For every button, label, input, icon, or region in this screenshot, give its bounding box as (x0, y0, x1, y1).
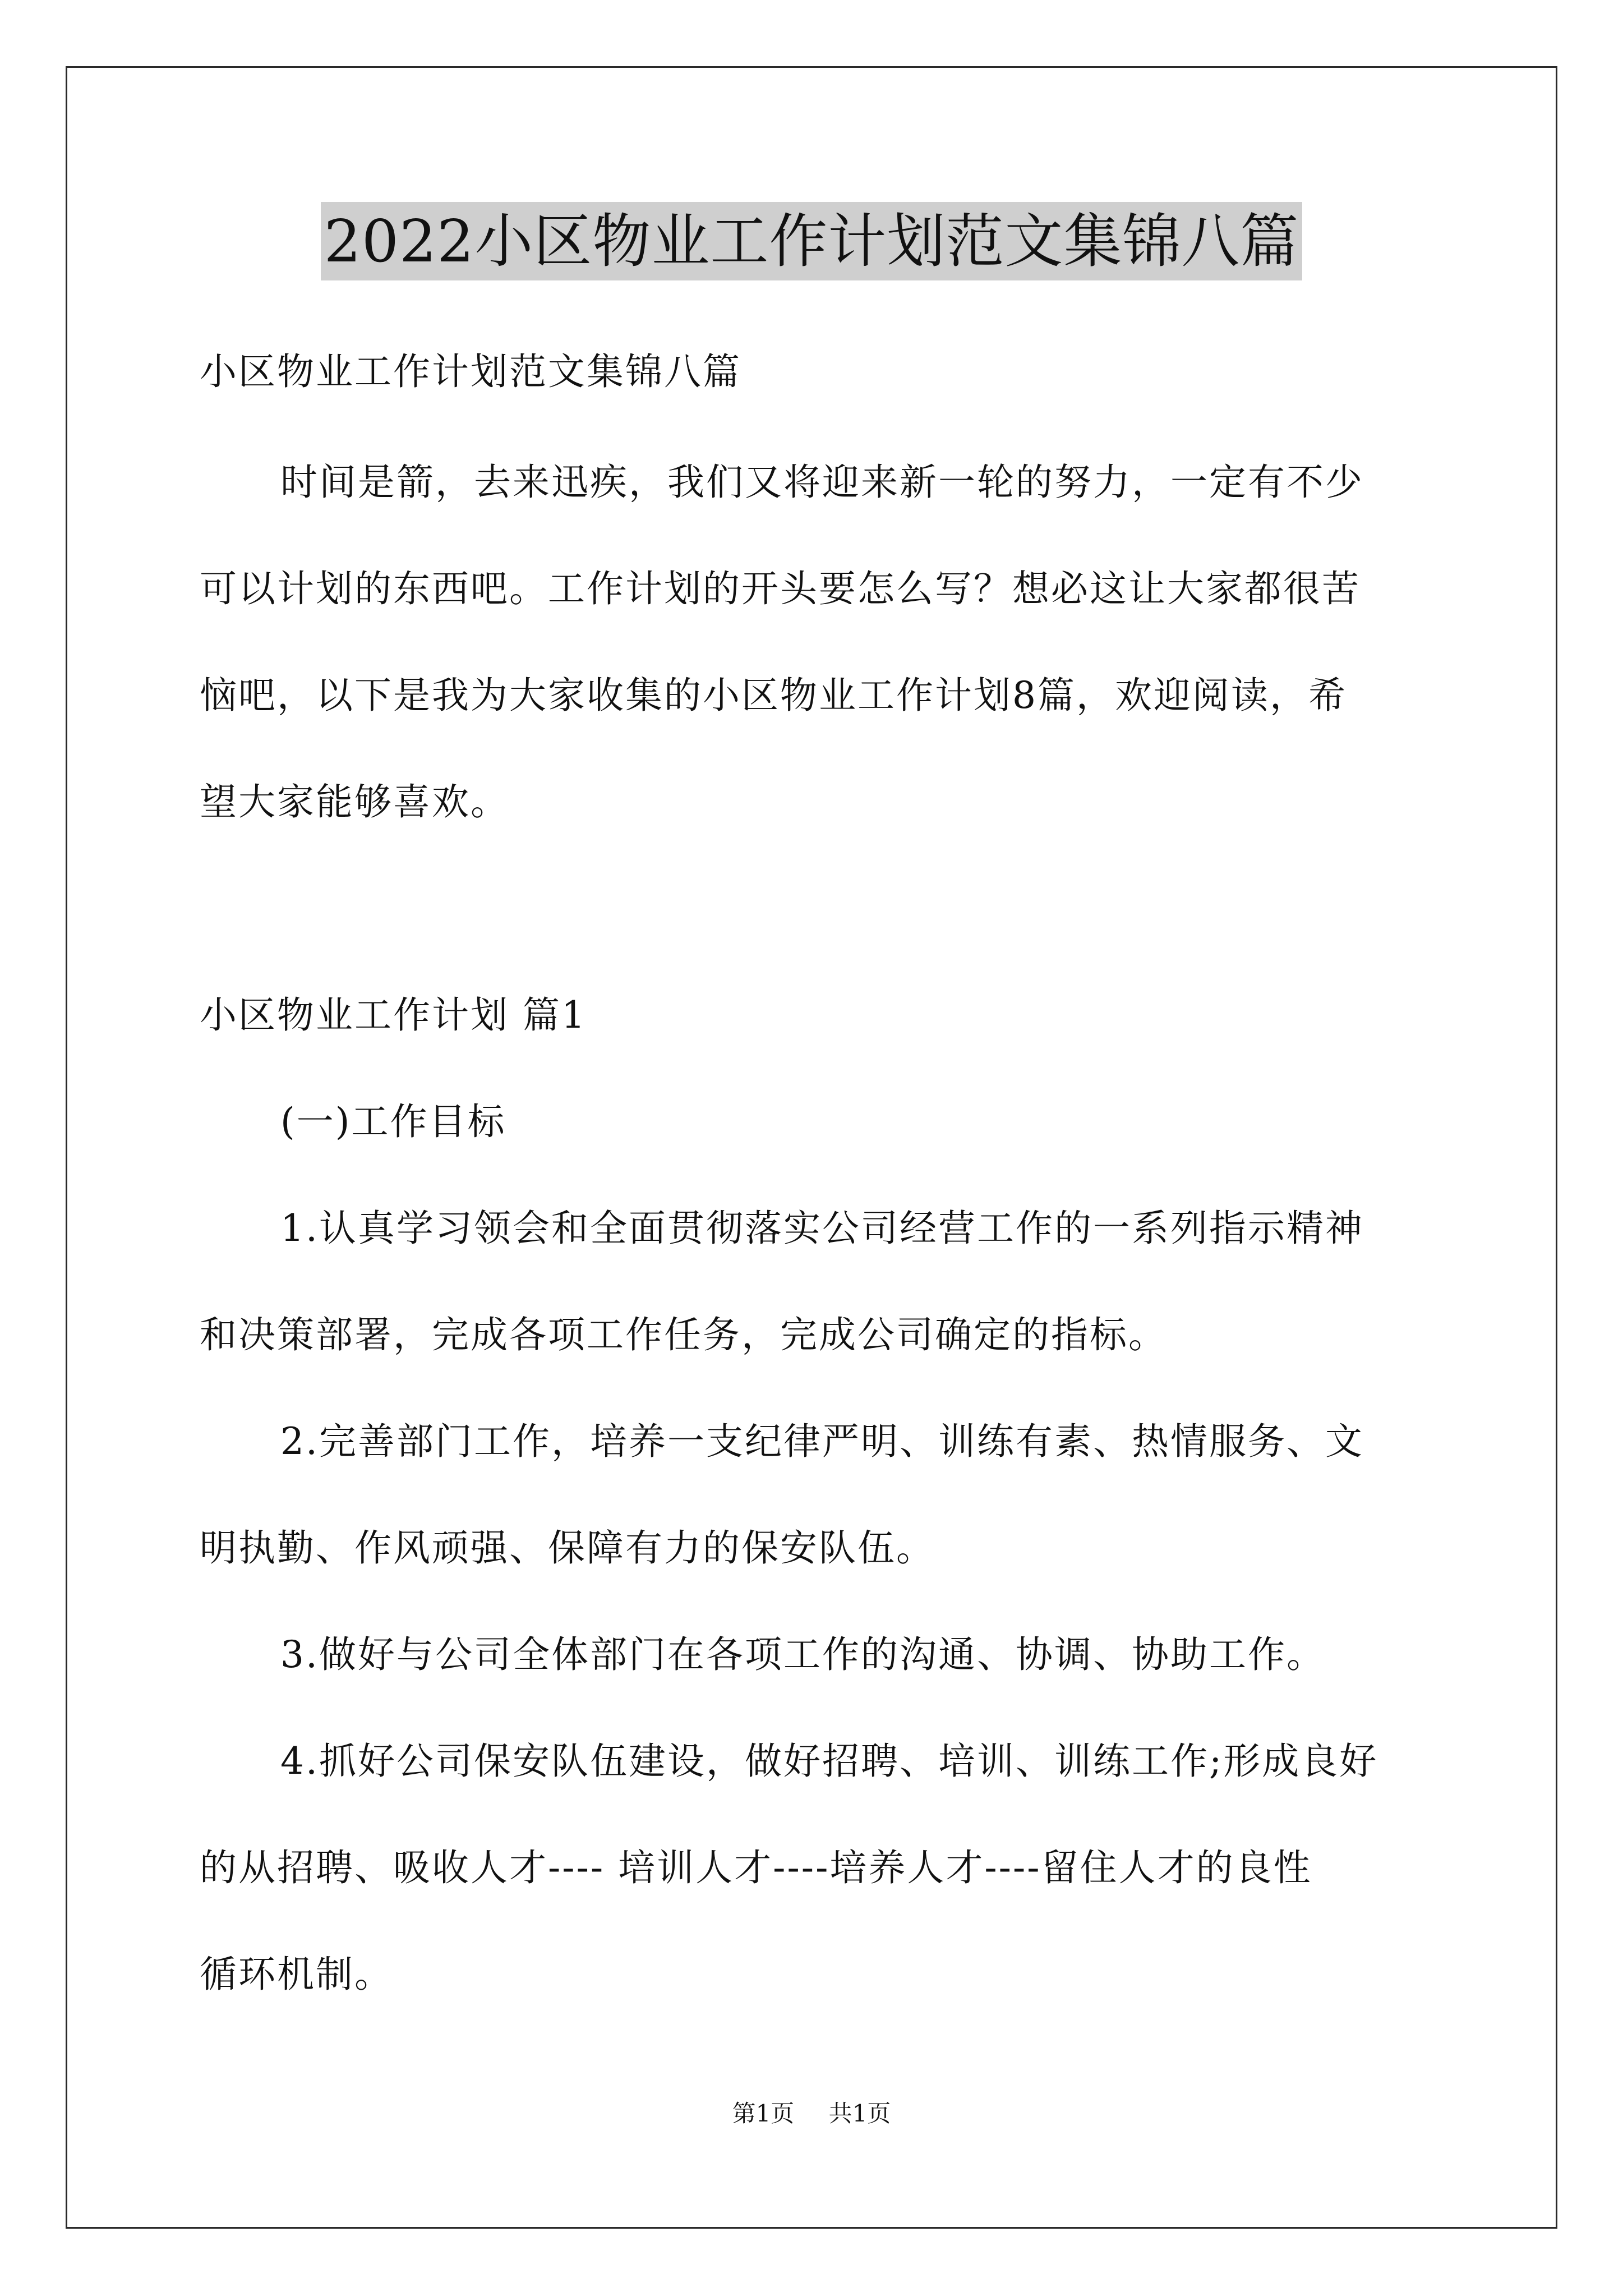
body-line: 的从招聘、吸收人才---- 培训人才----培养人才----留住人才的良性 (200, 1846, 1312, 1889)
body-line: 1.认真学习领会和全面贯彻落实公司经营工作的一系列指示精神 (280, 1207, 1364, 1250)
document-title: 2022小区物业工作计划范文集锦八篇 (321, 202, 1303, 280)
body-line: 可以计划的东西吧。工作计划的开头要怎么写？想必这让大家都很苦 (200, 567, 1361, 610)
body-line: 恼吧，以下是我为大家收集的小区物业工作计划8篇，欢迎阅读，希 (200, 674, 1347, 717)
body-line: 望大家能够喜欢。 (200, 780, 509, 823)
body-line: 和决策部署，完成各项工作任务，完成公司确定的指标。 (200, 1313, 1167, 1356)
body-line: 4.抓好公司保安队伍建设，做好招聘、培训、训练工作;形成良好 (280, 1740, 1378, 1783)
subtitle-line: 小区物业工作计划范文集锦八篇 (200, 350, 741, 393)
page-total: 共1页 (828, 2100, 891, 2127)
body-line: 2.完善部门工作，培养一支纪律严明、训练有素、热情服务、文 (280, 1420, 1364, 1463)
title-block (0, 202, 1623, 280)
body-line: 明执勤、作风顽强、保障有力的保安队伍。 (200, 1526, 935, 1570)
page-number: 第1页 (732, 2100, 795, 2127)
page-footer (0, 2097, 1623, 2131)
section-heading: 小区物业工作计划 篇1 (200, 993, 587, 1037)
subsection-heading: (一)工作目标 (280, 1100, 506, 1143)
body-line: 循环机制。 (200, 1953, 393, 1996)
body-line: 3.做好与公司全体部门在各项工作的沟通、协调、协助工作。 (280, 1633, 1325, 1676)
body-line: 时间是箭，去来迅疾，我们又将迎来新一轮的努力，一定有不少 (280, 461, 1364, 504)
